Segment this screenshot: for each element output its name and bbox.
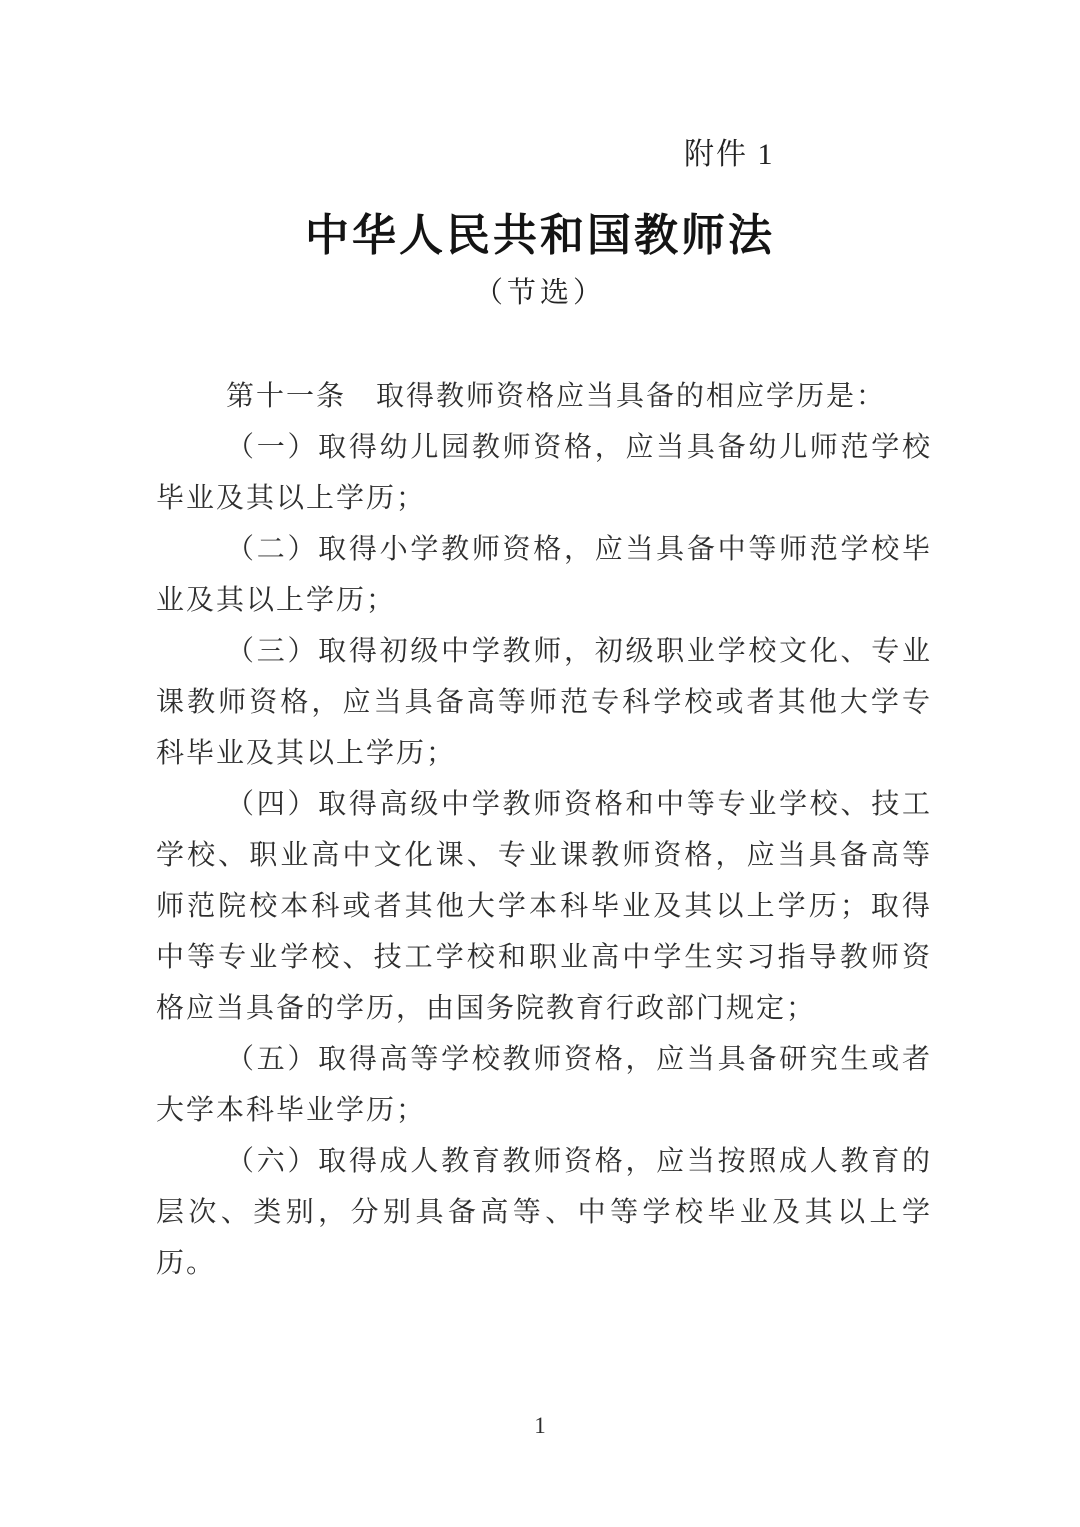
paragraph-item-6: （六）取得成人教育教师资格，应当按照成人教育的层次、类别，分别具备高等、中等学校毕业及其以上学历。: [156, 1146, 932, 1279]
paragraph-item-2: （二）取得小学教师资格，应当具备中等师范学校毕业及其以上学历；: [156, 534, 932, 616]
document-body: [156, 371, 932, 1289]
paragraph-item-1: （一）取得幼儿园教师资格，应当具备幼儿师范学校毕业及其以上学历；: [156, 432, 932, 514]
paragraph-item-5: （五）取得高等学校教师资格，应当具备研究生或者大学本科毕业学历；: [156, 1044, 932, 1126]
paragraph-item-3: （三）取得初级中学教师，初级职业学校文化、专业课教师资格，应当具备高等师范专科学校或者其他大学专科毕业及其以上学历；: [156, 636, 932, 769]
attachment-label: 附件 1: [684, 138, 775, 171]
document-subtitle: （节选）: [473, 277, 606, 309]
page-number: 1: [534, 1413, 546, 1438]
paragraph-item-4: （四）取得高级中学教师资格和中等专业学校、技工学校、职业高中文化课、专业课教师资格，应当具备高等师范院校本科或者其他大学本科毕业及其以上学历；取得中等专业学校、技工学校和职业高中学生实习指导教师资格应当具备的学历，由国务院教育行政部门规定；: [156, 789, 932, 1024]
paragraph-article-11: 第十一条 取得教师资格应当具备的相应学历是：: [226, 381, 887, 412]
document-title: 中华人民共和国教师法: [305, 211, 775, 260]
